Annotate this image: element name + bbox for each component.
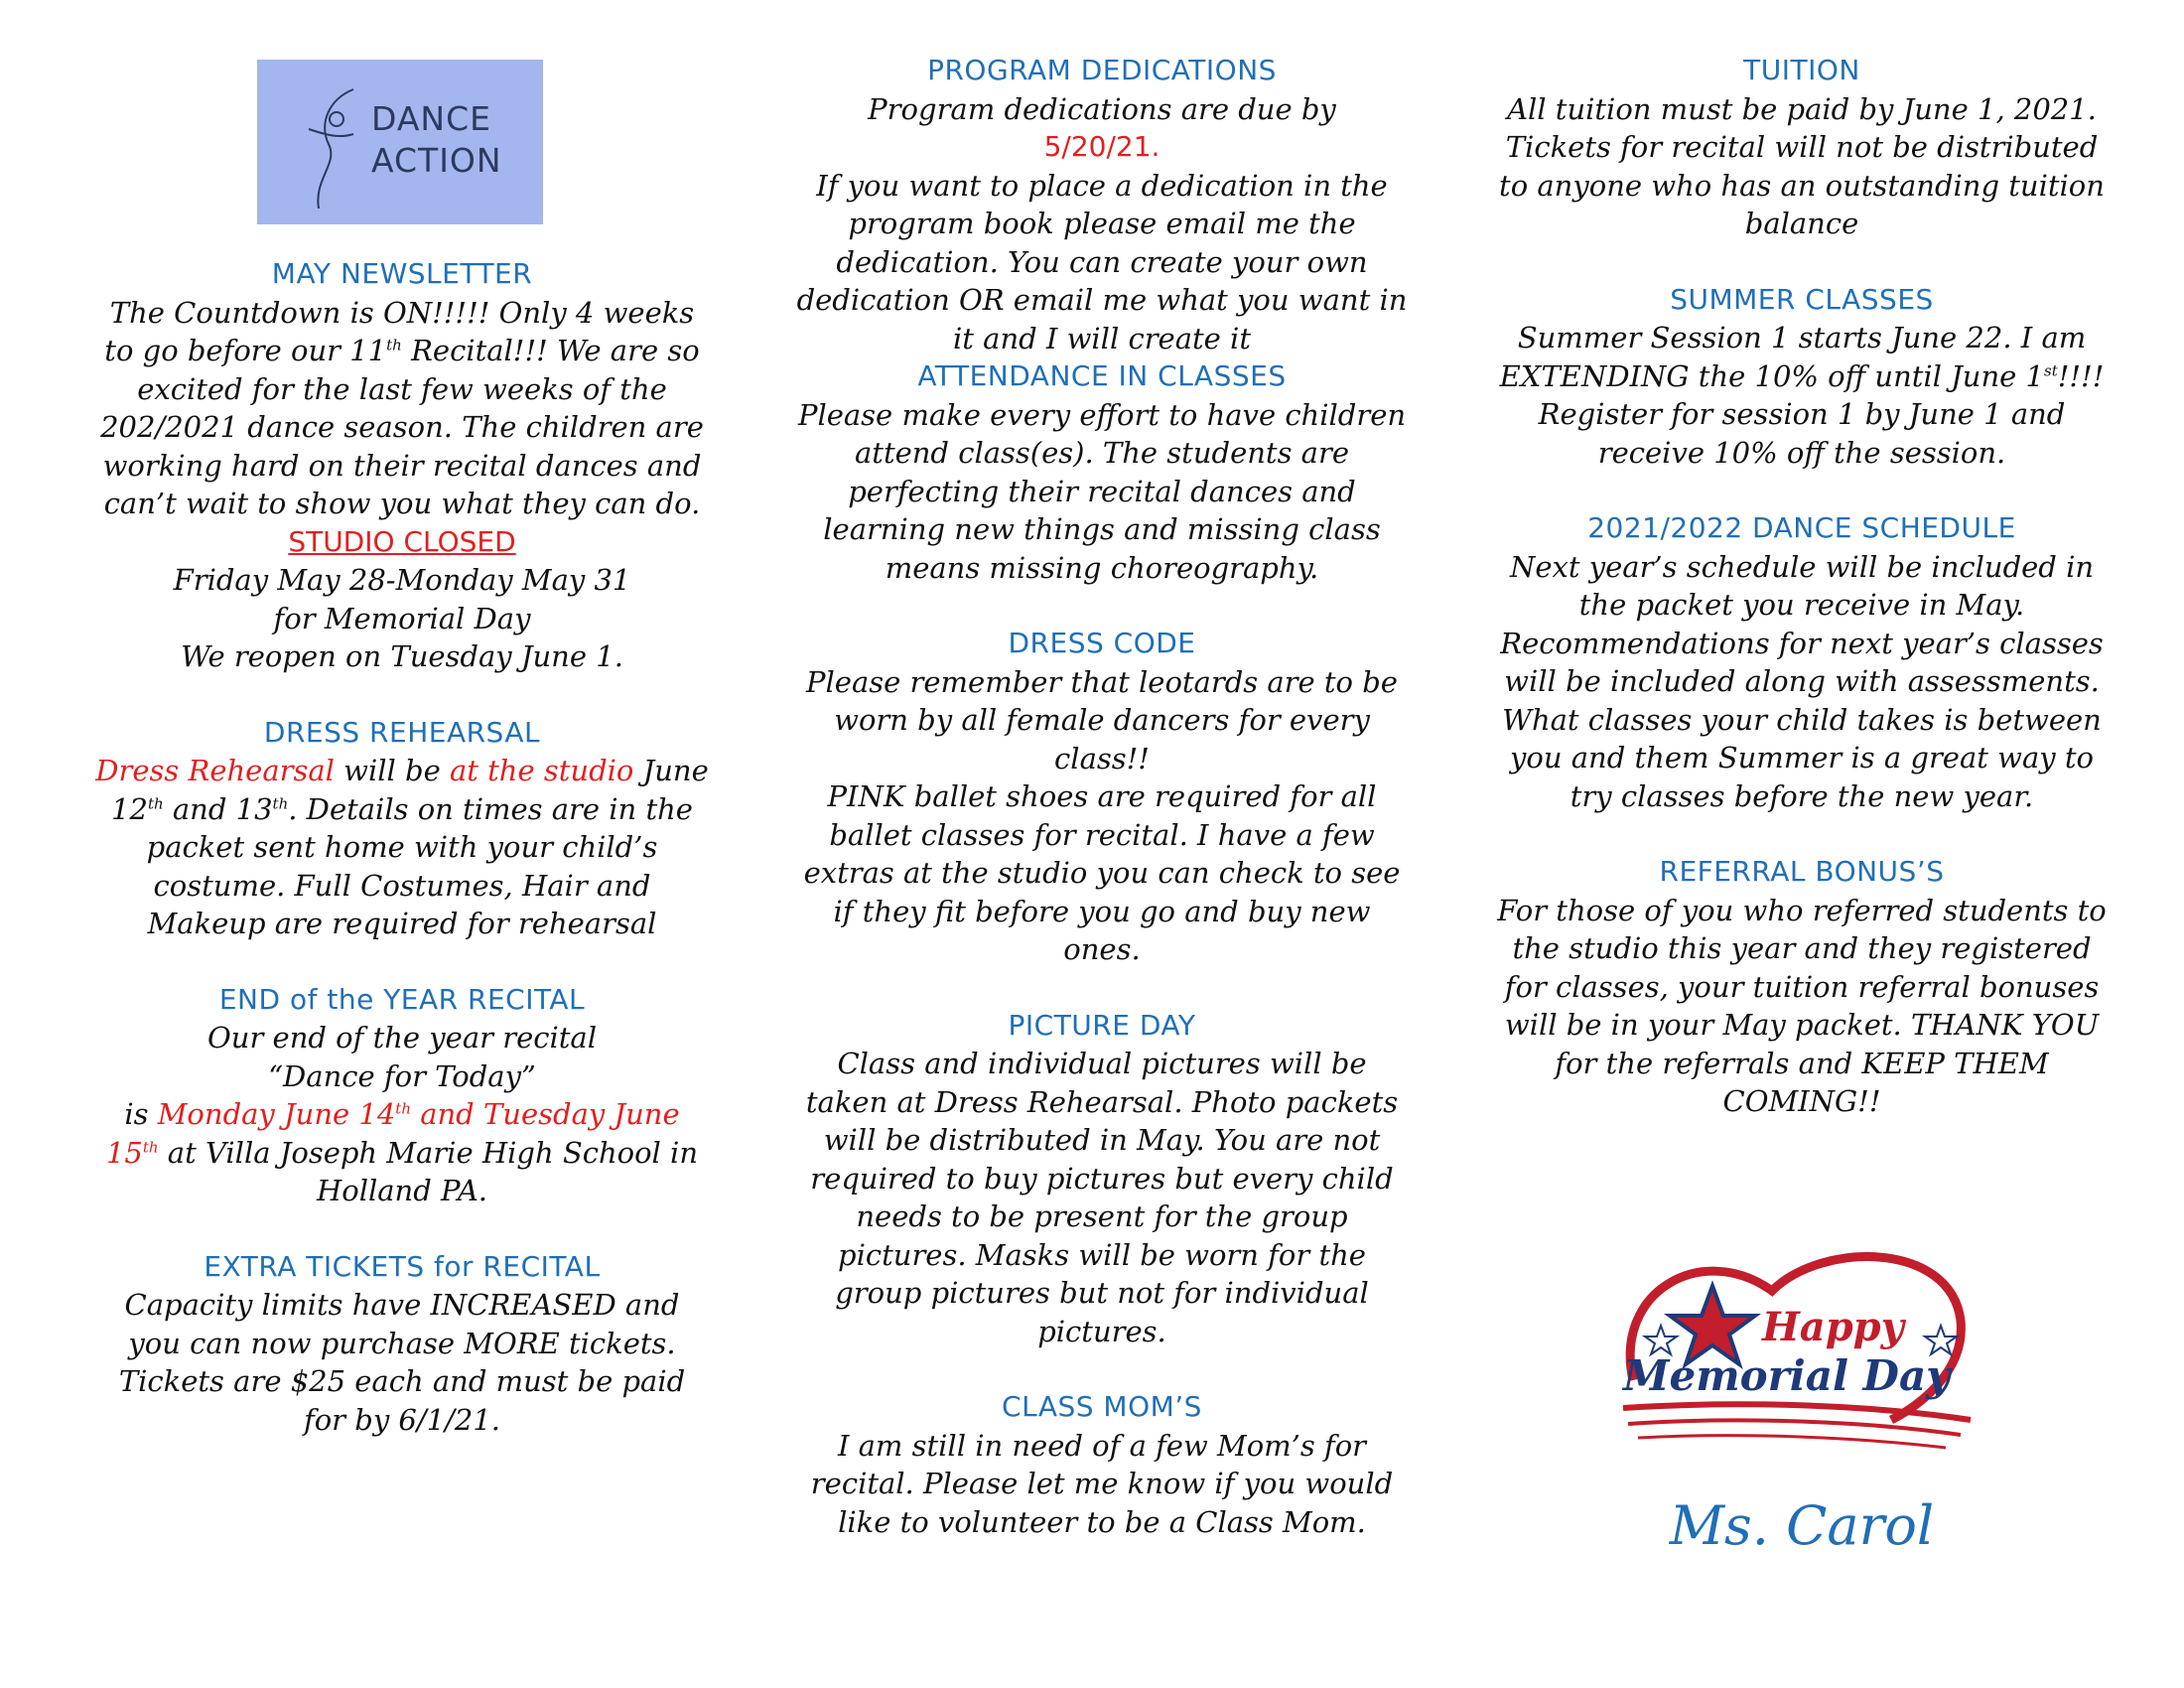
studio-closed-line1: Friday May 28-Monday May 31	[173, 563, 631, 597]
extra-tickets-text: Capacity limits have INCREASED and you can now purchase MORE tickets. Tickets are $25 each and must be paid for by 6/1/21.	[118, 1288, 686, 1437]
attendance-heading: ATTENDANCE IN CLASSES	[917, 359, 1287, 392]
program-dedications-heading: PROGRAM DEDICATIONS	[927, 54, 1277, 86]
dedications-date: 5/20/21.	[1043, 130, 1160, 163]
column-middle	[794, 52, 1410, 1541]
memorial-day-text: Memorial Day	[1623, 1351, 1951, 1400]
logo-line1: DANCE	[371, 99, 491, 138]
class-moms-text: I am still in need of a few Mom’s for recital. Please let me know if you would like to volunteer to be a Class Mom.	[810, 1428, 1394, 1539]
picture-day-text: Class and individual pictures will be taken at Dress Rehearsal. Photo packets will be distributed in May. You are not required to buy pictures but every child needs to be present for the group pictures. Masks will be worn for the group pictures but not for individual pictures.	[805, 1047, 1399, 1348]
dress-rehearsal-heading: DRESS REHEARSAL	[263, 715, 541, 749]
studio-closed-line3: We reopen on Tuesday June 1.	[181, 639, 623, 673]
extra-tickets-heading: EXTRA TICKETS for RECITAL	[204, 1249, 601, 1283]
dress-rehearsal-text: Dress Rehearsal will be at the studio June 12th and 13th. Details on times are in the packet sent home with your child’s costume. Full Costumes, Hair and Makeup are required for rehearsal	[95, 754, 709, 940]
attendance-text: Please make every effort to have children attend class(es). The students are perfecting their recital dances and learning new things and missing class means missing choreography.	[797, 397, 1407, 585]
dance-schedule-text: Next year’s schedule will be included in the packet you receive in May. Recommendations for next year’s classes will be included along with assessments. What classes your child takes is between you and them Summer is a great way to try classes before the new year.	[1500, 549, 2104, 813]
recital-heading: END of the YEAR RECITAL	[218, 982, 586, 1016]
dress-code-text: Please remember that leotards are to be worn by all female dancers for every class!!	[806, 664, 1398, 775]
tuition-text: All tuition must be paid by June 1, 2021. Tickets for recital will not be distributed to anyone who has an outstanding tuition balance	[1499, 91, 2105, 240]
happy-text: Happy	[1762, 1304, 1904, 1350]
logo-line2: ACTION	[371, 141, 502, 180]
studio-closed-heading: STUDIO CLOSED	[288, 524, 516, 558]
referral-text: For those of you who referred students to the studio this year and they registered for classes, your tuition referral bonuses will be in your May packet. THANK YOU for the referrals and KEEP THEM COMING!!	[1497, 893, 2107, 1118]
dress-code-text2: PINK ballet shoes are required for all ballet classes for recital. I have a few extras at the studio you can check to see if they fit before you go and buy new ones.	[803, 779, 1401, 966]
summer-classes-text: Summer Session 1 starts June 22. I am EXTENDING the 10% off until June 1st!!!! Register for session 1 by June 1 and receive 10% off the session.	[1499, 321, 2105, 470]
tuition-heading: TUITION	[1743, 54, 1860, 86]
summer-classes-heading: SUMMER CLASSES	[1670, 282, 1934, 316]
happy-memorial-day-graphic	[1593, 1231, 1990, 1460]
dress-code-heading: DRESS CODE	[1008, 627, 1196, 659]
signature: Ms. Carol	[1669, 1494, 1935, 1557]
may-newsletter-heading: MAY NEWSLETTER	[271, 257, 533, 290]
dedications-line1: Program dedications are due by	[868, 91, 1336, 126]
recital-line2: “Dance for Today”	[268, 1058, 536, 1093]
small-star-icon-right	[1925, 1326, 1957, 1354]
dedications-text: If you want to place a dedication in the program book please email me the dedication. You can create your own dedication OR email me what you want in it and I will create it	[796, 168, 1408, 355]
dance-schedule-heading: 2021/2022 DANCE SCHEDULE	[1587, 511, 2016, 544]
recital-text: is Monday June 14th and Tuesday June 15th at Villa Joseph Marie High School in Holland PA.	[105, 1097, 699, 1207]
recital-line1: Our end of the year recital	[207, 1021, 597, 1055]
column-left	[94, 52, 710, 1439]
referral-heading: REFERRAL BONUS’S	[1659, 855, 1945, 888]
studio-closed-line2: for Memorial Day	[273, 601, 531, 635]
picture-day-heading: PICTURE DAY	[1008, 1008, 1196, 1042]
may-newsletter-text: The Countdown is ON!!!!! Only 4 weeks to go before our 11th Recital!!! We are so excited for the last few weeks of the 202/2021 dance season. The children are working hard on their recital dances and can’t wait to show you what they can do.	[100, 295, 704, 520]
column-right	[1494, 52, 2110, 1121]
small-star-icon	[1645, 1326, 1677, 1354]
class-moms-heading: CLASS MOM’S	[1002, 1390, 1202, 1423]
